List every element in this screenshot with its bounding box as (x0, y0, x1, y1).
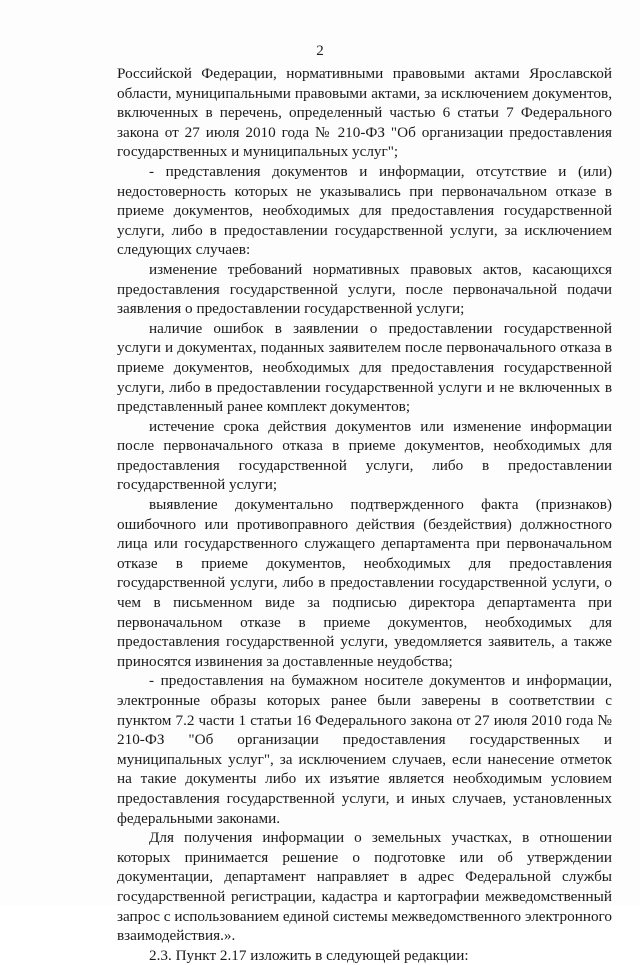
paragraph-erroneous-action: выявление документально подтвержденного факта (признаков) ошибочного или противоправного действия (бездействия) должностного лица или государственного служащего департамента при первоначальном отказе в приеме документов, необходимых для предоставления государственной услуги, либо в предоставлении государственной услуги, о чем в письменном виде за подписью директора департамента при первоначальном отказе в приеме документов, необходимых для предоставления государственной услуги, уведомляется заявитель, а также приносятся извинения за доставленные неудобства; (117, 496, 612, 670)
document-body (117, 64, 612, 965)
paragraph-expiry-of-documents: истечение срока действия документов или изменение информации после первоначального отказа в приеме документов, необходимых для предоставления государственной услуги, либо в предоставлении государственной услуги; (117, 417, 612, 494)
paragraph-land-plots-info: Для получения информации о земельных участках, в отношении которых принимается решение о подготовке или об утверждении документации, департамент направляет в адрес Федеральной службы государственной регистрации, кадастра и картографии межведомственный запрос с использованием единой системы межведомственного электронного взаимодействия.». (117, 829, 612, 945)
paragraph-errors-in-application: наличие ошибок в заявлении о предоставлении государственной услуги и документах, поданных заявителем после первоначального отказа в приеме документов, необходимых для предоставления государственной услуги, либо в предоставлении государственной услуги и не включенных в представленный ранее комплект документов; (117, 319, 612, 416)
paragraph-requirements-change: изменение требований нормативных правовых актов, касающихся предоставления государственной услуги, после первоначальной подачи заявления о предоставлении государственной услуги; (117, 260, 612, 318)
paragraph-documents-not-indicated: - представления документов и информации, отсутствие и (или) недостоверность которых не указывались при первоначальном отказе в приеме документов, необходимых для предоставления государственной услуги, либо в предоставлении государственной услуги, за исключением следующих случаев: (117, 162, 612, 259)
page-number: 2 (316, 43, 324, 59)
paragraph-continuation: Российской Федерации, нормативными правовыми актами Ярославской области, муниципальными правовыми актами, за исключением документов, включенных в перечень, определенный частью 6 статьи 7 Федерального закона от 27 июля 2010 года № 210-ФЗ "Об организации предоставления государственных и муниципальных услуг"; (117, 65, 612, 161)
paragraph-paper-documents: - предоставления на бумажном носителе документов и информации, электронные образы которых ранее были заверены в соответствии с пунктом 7.2 части 1 статьи 16 Федерального закона от 27 июля 2010 года № 210-ФЗ "Об организации предоставления государственных и муниципальных услуг", за исключением случаев, если нанесение отметок на такие документы либо их изъятие является необходимым условием предоставления государственной услуги, и иных случаев, установленных федеральными законами. (117, 672, 612, 827)
paragraph-clause-2-3: 2.3. Пункт 2.17 изложить в следующей редакции: (149, 946, 469, 964)
